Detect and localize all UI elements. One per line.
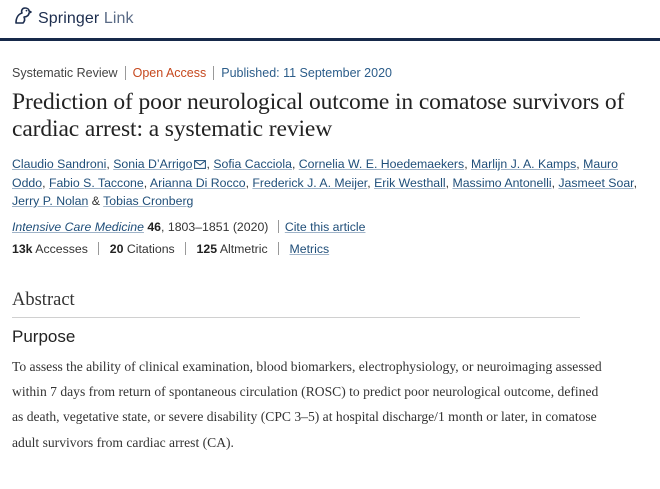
citations-label: Citations [126, 241, 175, 256]
author-link[interactable]: Marlijn J. A. Kamps [471, 157, 577, 171]
email-icon[interactable] [194, 160, 206, 169]
altmetric-label: Altmetric [219, 241, 268, 256]
springer-link-logo[interactable] [12, 5, 134, 32]
cite-article-link[interactable]: Cite this article [284, 219, 366, 234]
author-link[interactable]: Sofia Cacciola [213, 157, 292, 171]
journal-pages: , 1803–1851 (2020) [161, 219, 269, 234]
accesses-label: Accesses [35, 241, 88, 256]
author-separator: , [206, 157, 214, 171]
header-divider [0, 38, 660, 41]
journal-citation [12, 220, 652, 234]
author-separator: , [291, 157, 299, 171]
author-separator: , [245, 175, 253, 190]
journal-volume: 46 [147, 219, 162, 234]
article-header [12, 66, 652, 256]
purpose-paragraph: To assess the ability of clinical examination, blood biomarkers, electrophysiology, or neuroimaging assessed within 7 days from return of spontaneous circulation (ROSC) to predict poor neurological outcome, defined as death, vegetative state, or severe disability (CPC 3–5) at hospital discharge/1 month or later, in comatose adult survivors from cardiac arrest (CA). [12, 359, 602, 450]
author-link[interactable]: Jasmeet Soar [558, 175, 634, 190]
author-link[interactable]: Frederick J. A. Meijer [252, 175, 368, 190]
author-link[interactable]: Erik Westhall [374, 175, 446, 190]
author-link[interactable]: Fabio S. Taccone [48, 175, 144, 190]
article-meta [12, 66, 652, 80]
author-link[interactable]: Cornelia W. E. Hoedemaekers [298, 157, 465, 171]
abstract-heading: Abstract [12, 290, 75, 310]
author-link[interactable]: Mauro Oddo [12, 157, 618, 190]
author-separator: , [551, 175, 559, 190]
author-list [12, 155, 652, 211]
springer-horse-icon [12, 5, 34, 32]
author-separator: , [42, 175, 49, 190]
metrics-divider [185, 242, 186, 255]
author-separator: , [106, 157, 114, 171]
author-link[interactable]: Arianna Di Rocco [149, 175, 246, 190]
author-separator: , [445, 175, 453, 190]
accesses-count: 13k [12, 241, 33, 256]
altmetric-score: 125 [196, 241, 218, 256]
author-link[interactable]: Tobias Cronberg [103, 194, 194, 208]
metrics-link[interactable]: Metrics [289, 241, 330, 256]
meta-divider [125, 66, 126, 80]
abstract-divider [12, 317, 580, 318]
citations-count: 20 [109, 241, 124, 256]
author-link[interactable]: Claudio Sandroni [12, 157, 107, 171]
author-separator: , [367, 175, 375, 190]
metrics-divider [98, 242, 99, 255]
article-metrics [12, 242, 652, 256]
site-header [0, 0, 660, 38]
published-date: Published: 11 September 2020 [221, 66, 392, 80]
journal-divider [278, 220, 279, 233]
author-separator: , [576, 157, 584, 171]
meta-divider [213, 66, 214, 80]
journal-link[interactable]: Intensive Care Medicine [12, 219, 144, 234]
metrics-divider [278, 242, 279, 255]
author-separator: , [464, 157, 472, 171]
author-link[interactable]: Massimo Antonelli [452, 175, 552, 190]
brand-name: Springer Link [38, 9, 134, 27]
author-separator: , [143, 175, 150, 190]
open-access-badge: Open Access [132, 66, 207, 80]
author-separator: , [633, 175, 638, 190]
purpose-heading: Purpose [12, 327, 76, 346]
author-link[interactable]: Jerry P. Nolan [12, 194, 89, 208]
article-type: Systematic Review [12, 66, 118, 80]
author-link[interactable]: Sonia D’Arrigo [113, 157, 193, 171]
author-separator: & [88, 194, 104, 208]
article-title: Prediction of poor neurological outcome in comatose survivors of cardiac arrest: a systematic review [12, 89, 625, 142]
